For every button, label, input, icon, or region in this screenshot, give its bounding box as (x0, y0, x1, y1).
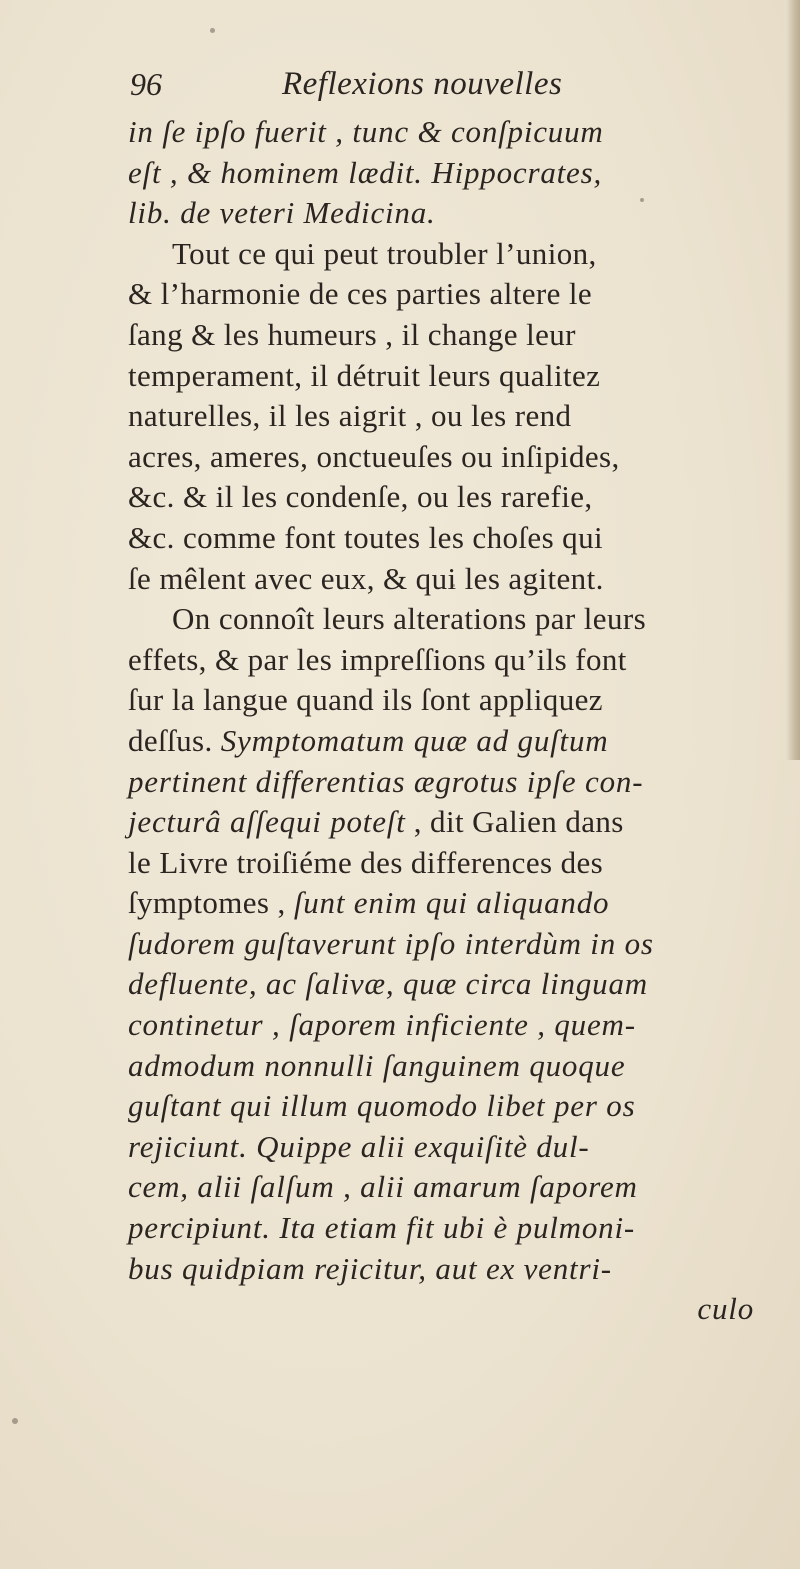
text-line: culo (697, 1291, 754, 1327)
text-line: pertinent differentias ægrotus ipſe con- (128, 763, 644, 799)
text-line: On connoît leurs alterations par leurs (172, 601, 647, 637)
body-text (128, 112, 768, 1330)
text-line: rejiciunt. Quippe alii exquiſitè dul- (128, 1128, 590, 1164)
text-line: le Livre troiſiéme des differences des (128, 844, 604, 880)
text-line: acres, ameres, onctueuſes ou inſipides, (128, 438, 620, 474)
text-line: continetur , ſaporem inficiente , quem- (128, 1007, 636, 1043)
ink-speck (12, 1418, 18, 1424)
text-line: ſur la langue quand ils ſont appliquez (128, 682, 603, 718)
latin-quote-fragment: Symptomatum quæ ad guſtum (220, 722, 609, 758)
text-line: Tout ce qui peut troubler l’union, (172, 235, 597, 271)
ink-speck (210, 28, 215, 33)
text-line: & l’harmonie de ces parties altere le (128, 276, 593, 312)
text-line: bus quidpiam rejicitur, aut ex ventri- (128, 1250, 612, 1286)
latin-quote-fragment: ſunt enim qui aliquando (293, 885, 610, 921)
text-line (128, 802, 768, 843)
text-line: in ſe ipſo fuerit , tunc & conſpicuum (128, 114, 604, 149)
french-text-fragment: , dit Galien dans (405, 804, 624, 840)
text-line (128, 721, 768, 762)
text-line: defluente, ac ſalivæ, quæ circa linguam (128, 966, 648, 1002)
running-title: Reflexions nouvelles (282, 66, 563, 102)
text-line: temperament, il détruit leurs qualitez (128, 357, 601, 393)
french-text-fragment: ſymptomes , (128, 885, 294, 921)
text-line: ſudorem guſtaverunt ipſo interdùm in os (128, 925, 654, 961)
text-line: &c. & il les condenſe, ou les rarefie, (128, 479, 593, 515)
text-line: ſang & les humeurs , il change leur (128, 316, 576, 352)
text-line: admodum nonnulli ſanguinem quoque (128, 1047, 626, 1083)
text-line: effets, & par les impreſſions qu’ils font (128, 641, 627, 677)
latin-quote-fragment: jecturâ aſſequi poteſt (128, 804, 406, 840)
text-line: percipiunt. Ita etiam fit ubi è pulmoni- (128, 1210, 635, 1246)
page-header (130, 66, 750, 110)
french-text-fragment: deſſus. (128, 722, 221, 758)
page-edge-shadow (786, 0, 800, 760)
page-number: 96 (130, 66, 162, 102)
text-line: guſtant qui illum quomodo libet per os (128, 1088, 636, 1124)
text-line: naturelles, il les aigrit , ou les rend (128, 398, 572, 434)
text-line: &c. comme font toutes les choſes qui (128, 519, 603, 555)
text-line (128, 883, 768, 924)
text-line: ſe mêlent avec eux, & qui les agitent. (128, 560, 604, 596)
text-line: eſt , & hominem lædit. Hippocrates, (128, 154, 603, 190)
text-line: lib. de veteri Medicina. (128, 195, 436, 231)
text-line: cem, alii ſalſum , alii amarum ſaporem (128, 1169, 638, 1205)
